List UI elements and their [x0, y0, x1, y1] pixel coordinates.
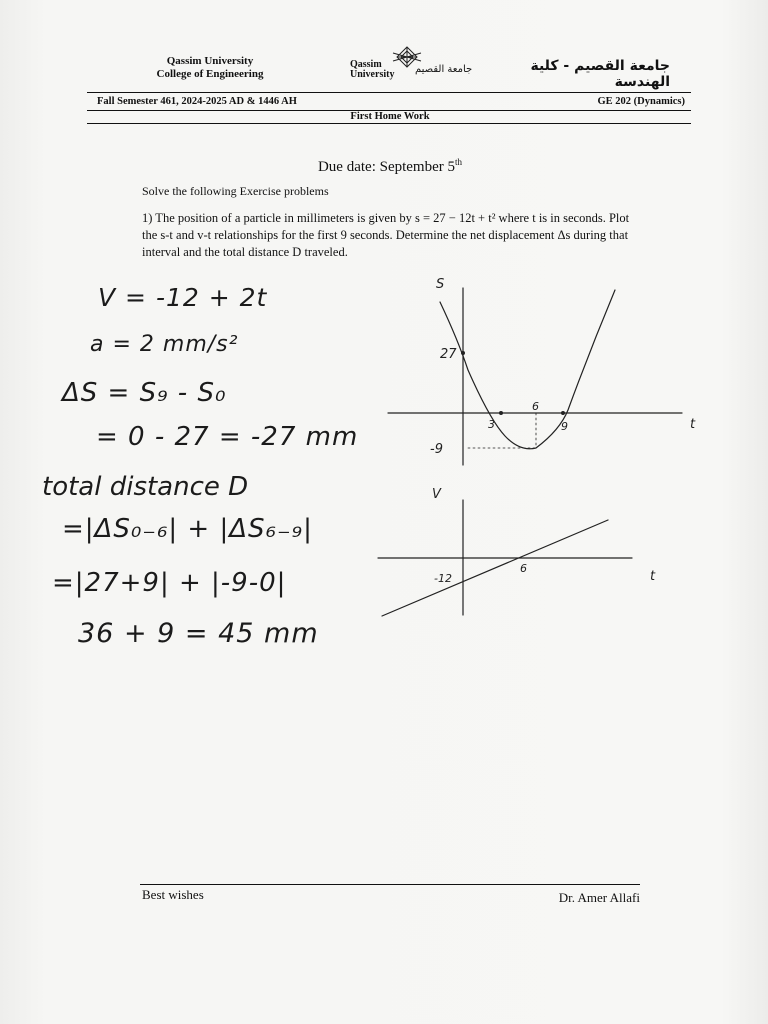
acceleration-equation: a = 2 mm/s²	[90, 332, 239, 357]
st-x-tick-6: 6	[532, 400, 539, 413]
st-x-label: t	[690, 417, 696, 432]
velocity-equation: V = -12 + 2t	[98, 283, 268, 312]
due-date: Due date: September 5th	[317, 157, 463, 175]
problem-statement: 1) The position of a particle in millimeters is given by s = 27 − 12t + t² where t is in seconds. Plot the s-t and v-t relationships for the first 9 seconds. Determine the net displacement Δs during that interval and the total distance D traveled.	[142, 211, 630, 259]
footer-rule	[140, 884, 640, 885]
course-label: GE 202 (Dynamics)	[597, 96, 685, 107]
total-distance-result: 36 + 9 = 45 mm	[78, 618, 319, 649]
header-rule-top	[87, 92, 691, 93]
st-x-tick-9: 9	[561, 420, 568, 433]
header-rule-bottom	[87, 123, 691, 124]
st-point-27	[461, 351, 465, 355]
st-y-label: S	[436, 277, 445, 292]
college-name: College of Engineering	[156, 68, 264, 80]
arabic-header: جامعة القصيم - كلية الهندسة	[530, 58, 670, 90]
homework-title: First Home Work	[350, 111, 430, 122]
vt-y-label: V	[432, 487, 441, 502]
st-y-tick-27: 27	[440, 347, 457, 362]
st-point-3	[499, 411, 503, 415]
displacement-equation: ΔS = S₉ - S₀	[62, 378, 227, 408]
vt-x-tick: 6	[520, 562, 527, 575]
vt-y-tick: -12	[434, 572, 452, 585]
displacement-result: = 0 - 27 = -27 mm	[96, 422, 359, 452]
logo-arabic-text: جامعة القصيم	[415, 64, 473, 75]
hand-drawn-graphs	[360, 270, 720, 630]
university-header	[130, 55, 290, 81]
st-x-tick-3: 3	[488, 418, 495, 431]
st-point-9	[561, 411, 565, 415]
st-curve	[440, 290, 615, 449]
university-name: Qassim University	[166, 55, 254, 67]
vt-x-label: t	[650, 569, 656, 584]
total-distance-substitution: =|27+9| + |-9-0|	[52, 568, 287, 598]
semester-label: Fall Semester 461, 2024-2025 AD & 1446 AH	[97, 96, 297, 107]
vt-line	[382, 520, 608, 616]
logo-latin-text: Qassim University	[350, 59, 395, 80]
total-distance-heading: total distance D	[42, 472, 249, 502]
instructions: Solve the following Exercise problems	[142, 184, 329, 198]
total-distance-formula: =|ΔS₀₋₆| + |ΔS₆₋₉|	[62, 514, 313, 544]
footer-best-wishes: Best wishes	[142, 887, 204, 902]
st-y-tick-neg9: -9	[430, 442, 443, 457]
footer-author: Dr. Amer Allafi	[558, 890, 640, 905]
